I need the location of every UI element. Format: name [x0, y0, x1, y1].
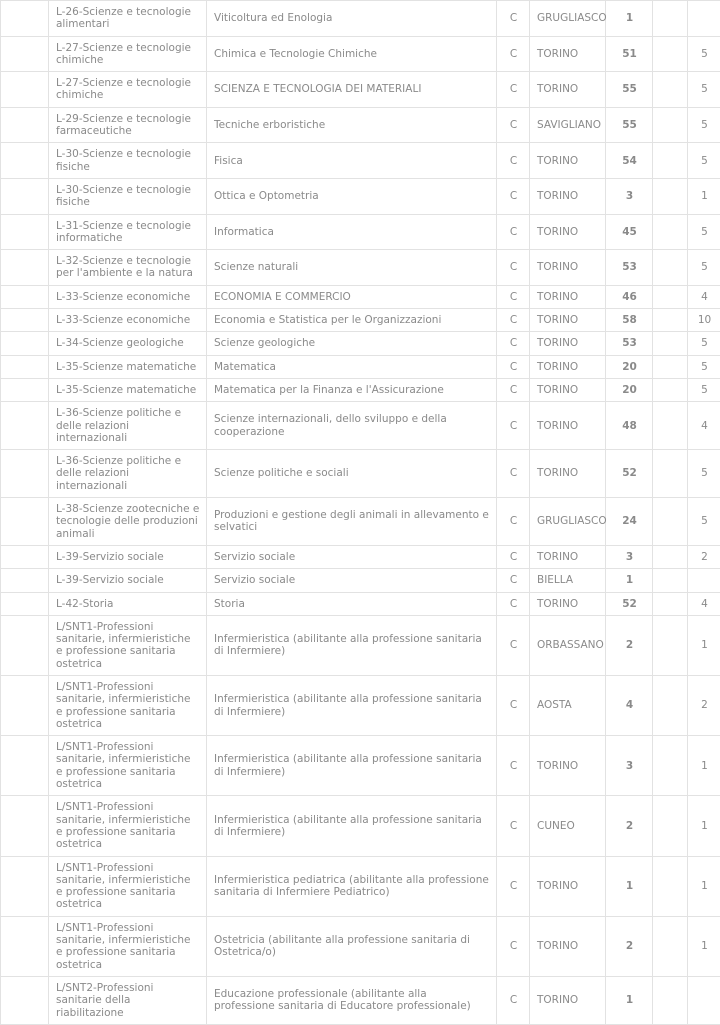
cell-type: C	[497, 378, 530, 401]
cell-spacer-mid	[653, 736, 688, 796]
cell-spacer-left	[1, 1, 49, 37]
cell-course-name: Scienze internazionali, dello sviluppo e della cooperazione	[207, 402, 497, 450]
cell-class-code: L-34-Scienze geologiche	[49, 332, 207, 355]
cell-course-name: Infermieristica (abilitante alla professione sanitaria di Infermiere)	[207, 796, 497, 856]
cell-class-code: L-33-Scienze economiche	[49, 309, 207, 332]
cell-type: C	[497, 36, 530, 72]
cell-place: TORINO	[530, 250, 606, 286]
cell-spacer-mid	[653, 450, 688, 498]
cell-place: TORINO	[530, 332, 606, 355]
cell-count: 54	[606, 143, 653, 179]
cell-extra: 4	[688, 285, 720, 308]
cell-course-name: Infermieristica pediatrica (abilitante alla professione sanitaria di Infermiere Pediatrico)	[207, 856, 497, 916]
cell-place: TORINO	[530, 450, 606, 498]
cell-spacer-left	[1, 178, 49, 214]
cell-count: 1	[606, 569, 653, 592]
cell-count: 2	[606, 615, 653, 675]
cell-type: C	[497, 615, 530, 675]
cell-count: 51	[606, 36, 653, 72]
cell-place: TORINO	[530, 856, 606, 916]
cell-extra: 1	[688, 916, 720, 976]
cell-spacer-left	[1, 856, 49, 916]
cell-spacer-mid	[653, 856, 688, 916]
cell-course-name: Matematica	[207, 355, 497, 378]
table-row	[1, 498, 720, 546]
cell-course-name: Economia e Statistica per le Organizzazioni	[207, 309, 497, 332]
cell-extra: 1	[688, 615, 720, 675]
cell-extra: 4	[688, 592, 720, 615]
cell-type: C	[497, 796, 530, 856]
table-row	[1, 107, 720, 143]
table-row	[1, 378, 720, 401]
cell-extra	[688, 1, 720, 37]
cell-count: 2	[606, 916, 653, 976]
cell-type: C	[497, 285, 530, 308]
table-row	[1, 592, 720, 615]
cell-extra: 5	[688, 332, 720, 355]
cell-course-name: Scienze politiche e sociali	[207, 450, 497, 498]
cell-count: 52	[606, 450, 653, 498]
cell-spacer-left	[1, 545, 49, 568]
cell-class-code: L-33-Scienze economiche	[49, 285, 207, 308]
cell-type: C	[497, 856, 530, 916]
cell-spacer-mid	[653, 378, 688, 401]
cell-spacer-mid	[653, 72, 688, 108]
cell-class-code: L/SNT1-Professioni sanitarie, infermieristiche e professione sanitaria ostetrica	[49, 675, 207, 735]
table-row	[1, 450, 720, 498]
cell-extra: 1	[688, 856, 720, 916]
cell-class-code: L-31-Scienze e tecnologie informatiche	[49, 214, 207, 250]
cell-course-name: Matematica per la Finanza e l'Assicurazione	[207, 378, 497, 401]
cell-extra: 5	[688, 250, 720, 286]
cell-extra: 5	[688, 355, 720, 378]
cell-type: C	[497, 107, 530, 143]
cell-spacer-mid	[653, 36, 688, 72]
table-row	[1, 214, 720, 250]
cell-class-code: L-42-Storia	[49, 592, 207, 615]
cell-extra: 4	[688, 402, 720, 450]
table-row	[1, 36, 720, 72]
cell-spacer-left	[1, 796, 49, 856]
cell-course-name: Educazione professionale (abilitante alla professione sanitaria di Educatore professionale)	[207, 976, 497, 1024]
cell-extra: 2	[688, 675, 720, 735]
cell-extra: 5	[688, 107, 720, 143]
cell-class-code: L-26-Scienze e tecnologie alimentari	[49, 1, 207, 37]
cell-spacer-mid	[653, 615, 688, 675]
cell-type: C	[497, 402, 530, 450]
cell-class-code: L-27-Scienze e tecnologie chimiche	[49, 72, 207, 108]
cell-extra: 1	[688, 736, 720, 796]
cell-spacer-mid	[653, 1, 688, 37]
cell-type: C	[497, 178, 530, 214]
cell-place: SAVIGLIANO	[530, 107, 606, 143]
cell-spacer-left	[1, 916, 49, 976]
cell-course-name: Viticoltura ed Enologia	[207, 1, 497, 37]
cell-count: 1	[606, 1, 653, 37]
cell-count: 55	[606, 107, 653, 143]
cell-place: TORINO	[530, 143, 606, 179]
cell-extra: 5	[688, 36, 720, 72]
cell-count: 3	[606, 545, 653, 568]
cell-spacer-left	[1, 36, 49, 72]
cell-extra: 1	[688, 178, 720, 214]
cell-type: C	[497, 1, 530, 37]
cell-extra	[688, 569, 720, 592]
cell-count: 1	[606, 856, 653, 916]
table-row	[1, 402, 720, 450]
cell-extra: 5	[688, 450, 720, 498]
cell-place: TORINO	[530, 402, 606, 450]
cell-course-name: ECONOMIA E COMMERCIO	[207, 285, 497, 308]
cell-course-name: Scienze naturali	[207, 250, 497, 286]
cell-place: GRUGLIASCO	[530, 498, 606, 546]
cell-extra: 5	[688, 143, 720, 179]
cell-spacer-mid	[653, 402, 688, 450]
cell-class-code: L/SNT2-Professioni sanitarie della riabilitazione	[49, 976, 207, 1024]
cell-count: 58	[606, 309, 653, 332]
cell-count: 1	[606, 976, 653, 1024]
cell-spacer-left	[1, 143, 49, 179]
cell-spacer-mid	[653, 214, 688, 250]
cell-course-name: Infermieristica (abilitante alla professione sanitaria di Infermiere)	[207, 675, 497, 735]
cell-class-code: L-27-Scienze e tecnologie chimiche	[49, 36, 207, 72]
cell-place: TORINO	[530, 214, 606, 250]
cell-class-code: L-30-Scienze e tecnologie fisiche	[49, 178, 207, 214]
cell-course-name: Infermieristica (abilitante alla professione sanitaria di Infermiere)	[207, 615, 497, 675]
cell-spacer-left	[1, 592, 49, 615]
cell-spacer-mid	[653, 107, 688, 143]
cell-spacer-mid	[653, 569, 688, 592]
cell-place: TORINO	[530, 916, 606, 976]
cell-spacer-left	[1, 675, 49, 735]
cell-course-name: SCIENZA E TECNOLOGIA DEI MATERIALI	[207, 72, 497, 108]
cell-spacer-left	[1, 309, 49, 332]
cell-place: ORBASSANO	[530, 615, 606, 675]
cell-spacer-mid	[653, 250, 688, 286]
cell-type: C	[497, 498, 530, 546]
cell-spacer-mid	[653, 592, 688, 615]
cell-type: C	[497, 976, 530, 1024]
cell-place: TORINO	[530, 378, 606, 401]
cell-course-name: Fisica	[207, 143, 497, 179]
cell-class-code: L/SNT1-Professioni sanitarie, infermieristiche e professione sanitaria ostetrica	[49, 736, 207, 796]
table-row	[1, 569, 720, 592]
cell-spacer-mid	[653, 309, 688, 332]
cell-type: C	[497, 143, 530, 179]
cell-count: 46	[606, 285, 653, 308]
table-row	[1, 309, 720, 332]
table-body	[1, 1, 720, 1025]
cell-spacer-left	[1, 355, 49, 378]
cell-type: C	[497, 72, 530, 108]
cell-class-code: L-39-Servizio sociale	[49, 545, 207, 568]
cell-place: TORINO	[530, 545, 606, 568]
table-row	[1, 916, 720, 976]
cell-spacer-left	[1, 402, 49, 450]
cell-count: 55	[606, 72, 653, 108]
cell-spacer-mid	[653, 143, 688, 179]
cell-spacer-left	[1, 72, 49, 108]
cell-class-code: L/SNT1-Professioni sanitarie, infermieristiche e professione sanitaria ostetrica	[49, 856, 207, 916]
cell-count: 3	[606, 178, 653, 214]
cell-extra: 1	[688, 796, 720, 856]
table-row	[1, 856, 720, 916]
cell-spacer-mid	[653, 916, 688, 976]
cell-place: TORINO	[530, 72, 606, 108]
cell-count: 20	[606, 355, 653, 378]
cell-spacer-mid	[653, 332, 688, 355]
cell-class-code: L-36-Scienze politiche e delle relazioni internazionali	[49, 450, 207, 498]
cell-place: TORINO	[530, 178, 606, 214]
table-row	[1, 615, 720, 675]
cell-spacer-left	[1, 378, 49, 401]
cell-spacer-left	[1, 736, 49, 796]
cell-type: C	[497, 916, 530, 976]
cell-spacer-mid	[653, 545, 688, 568]
cell-spacer-mid	[653, 976, 688, 1024]
cell-spacer-left	[1, 214, 49, 250]
cell-place: TORINO	[530, 309, 606, 332]
cell-class-code: L-32-Scienze e tecnologie per l'ambiente e la natura	[49, 250, 207, 286]
cell-spacer-mid	[653, 498, 688, 546]
table-row	[1, 250, 720, 286]
cell-spacer-left	[1, 498, 49, 546]
cell-course-name: Servizio sociale	[207, 569, 497, 592]
cell-place: TORINO	[530, 355, 606, 378]
cell-type: C	[497, 355, 530, 378]
cell-class-code: L/SNT1-Professioni sanitarie, infermieristiche e professione sanitaria ostetrica	[49, 796, 207, 856]
cell-course-name: Produzioni e gestione degli animali in allevamento e selvatici	[207, 498, 497, 546]
cell-spacer-mid	[653, 796, 688, 856]
cell-course-name: Ottica e Optometria	[207, 178, 497, 214]
table-row	[1, 178, 720, 214]
cell-class-code: L-39-Servizio sociale	[49, 569, 207, 592]
cell-count: 45	[606, 214, 653, 250]
table-row	[1, 355, 720, 378]
cell-place: BIELLA	[530, 569, 606, 592]
cell-count: 52	[606, 592, 653, 615]
cell-count: 53	[606, 250, 653, 286]
cell-type: C	[497, 214, 530, 250]
cell-spacer-left	[1, 450, 49, 498]
cell-course-name: Scienze geologiche	[207, 332, 497, 355]
cell-extra: 5	[688, 214, 720, 250]
cell-type: C	[497, 592, 530, 615]
cell-place: TORINO	[530, 285, 606, 308]
cell-spacer-left	[1, 107, 49, 143]
cell-course-name: Tecniche erboristiche	[207, 107, 497, 143]
cell-course-name: Storia	[207, 592, 497, 615]
table-row	[1, 1, 720, 37]
cell-place: TORINO	[530, 736, 606, 796]
cell-count: 4	[606, 675, 653, 735]
cell-spacer-left	[1, 569, 49, 592]
table-row	[1, 675, 720, 735]
cell-place: CUNEO	[530, 796, 606, 856]
cell-spacer-mid	[653, 178, 688, 214]
cell-spacer-left	[1, 976, 49, 1024]
cell-class-code: L-35-Scienze matematiche	[49, 355, 207, 378]
cell-extra: 5	[688, 498, 720, 546]
cell-spacer-left	[1, 332, 49, 355]
cell-type: C	[497, 736, 530, 796]
cell-count: 2	[606, 796, 653, 856]
cell-count: 48	[606, 402, 653, 450]
cell-course-name: Chimica e Tecnologie Chimiche	[207, 36, 497, 72]
cell-count: 53	[606, 332, 653, 355]
cell-count: 3	[606, 736, 653, 796]
cell-class-code: L-38-Scienze zootecniche e tecnologie delle produzioni animali	[49, 498, 207, 546]
cell-place: TORINO	[530, 592, 606, 615]
cell-spacer-mid	[653, 285, 688, 308]
cell-class-code: L-35-Scienze matematiche	[49, 378, 207, 401]
cell-type: C	[497, 450, 530, 498]
cell-type: C	[497, 675, 530, 735]
cell-class-code: L-36-Scienze politiche e delle relazioni internazionali	[49, 402, 207, 450]
table-row	[1, 545, 720, 568]
table-row	[1, 143, 720, 179]
table-row	[1, 332, 720, 355]
cell-extra: 10	[688, 309, 720, 332]
cell-place: TORINO	[530, 36, 606, 72]
cell-spacer-left	[1, 250, 49, 286]
cell-place: GRUGLIASCO	[530, 1, 606, 37]
cell-class-code: L-29-Scienze e tecnologie farmaceutiche	[49, 107, 207, 143]
cell-class-code: L-30-Scienze e tecnologie fisiche	[49, 143, 207, 179]
cell-place: TORINO	[530, 976, 606, 1024]
cell-course-name: Servizio sociale	[207, 545, 497, 568]
cell-type: C	[497, 545, 530, 568]
cell-course-name: Infermieristica (abilitante alla professione sanitaria di Infermiere)	[207, 736, 497, 796]
cell-spacer-mid	[653, 675, 688, 735]
cell-class-code: L/SNT1-Professioni sanitarie, infermieristiche e professione sanitaria ostetrica	[49, 615, 207, 675]
cell-spacer-left	[1, 615, 49, 675]
cell-type: C	[497, 332, 530, 355]
table-row	[1, 736, 720, 796]
table-row	[1, 285, 720, 308]
cell-spacer-mid	[653, 355, 688, 378]
table-row	[1, 72, 720, 108]
cell-type: C	[497, 309, 530, 332]
cell-course-name: Ostetricia (abilitante alla professione sanitaria di Ostetrica/o)	[207, 916, 497, 976]
cell-course-name: Informatica	[207, 214, 497, 250]
table-row	[1, 796, 720, 856]
cell-extra: 5	[688, 378, 720, 401]
cell-extra	[688, 976, 720, 1024]
cell-type: C	[497, 569, 530, 592]
cell-count: 24	[606, 498, 653, 546]
cell-count: 20	[606, 378, 653, 401]
cell-place: AOSTA	[530, 675, 606, 735]
table-row	[1, 976, 720, 1024]
cell-class-code: L/SNT1-Professioni sanitarie, infermieristiche e professione sanitaria ostetrica	[49, 916, 207, 976]
cell-extra: 2	[688, 545, 720, 568]
cell-extra: 5	[688, 72, 720, 108]
cell-spacer-left	[1, 285, 49, 308]
cell-type: C	[497, 250, 530, 286]
